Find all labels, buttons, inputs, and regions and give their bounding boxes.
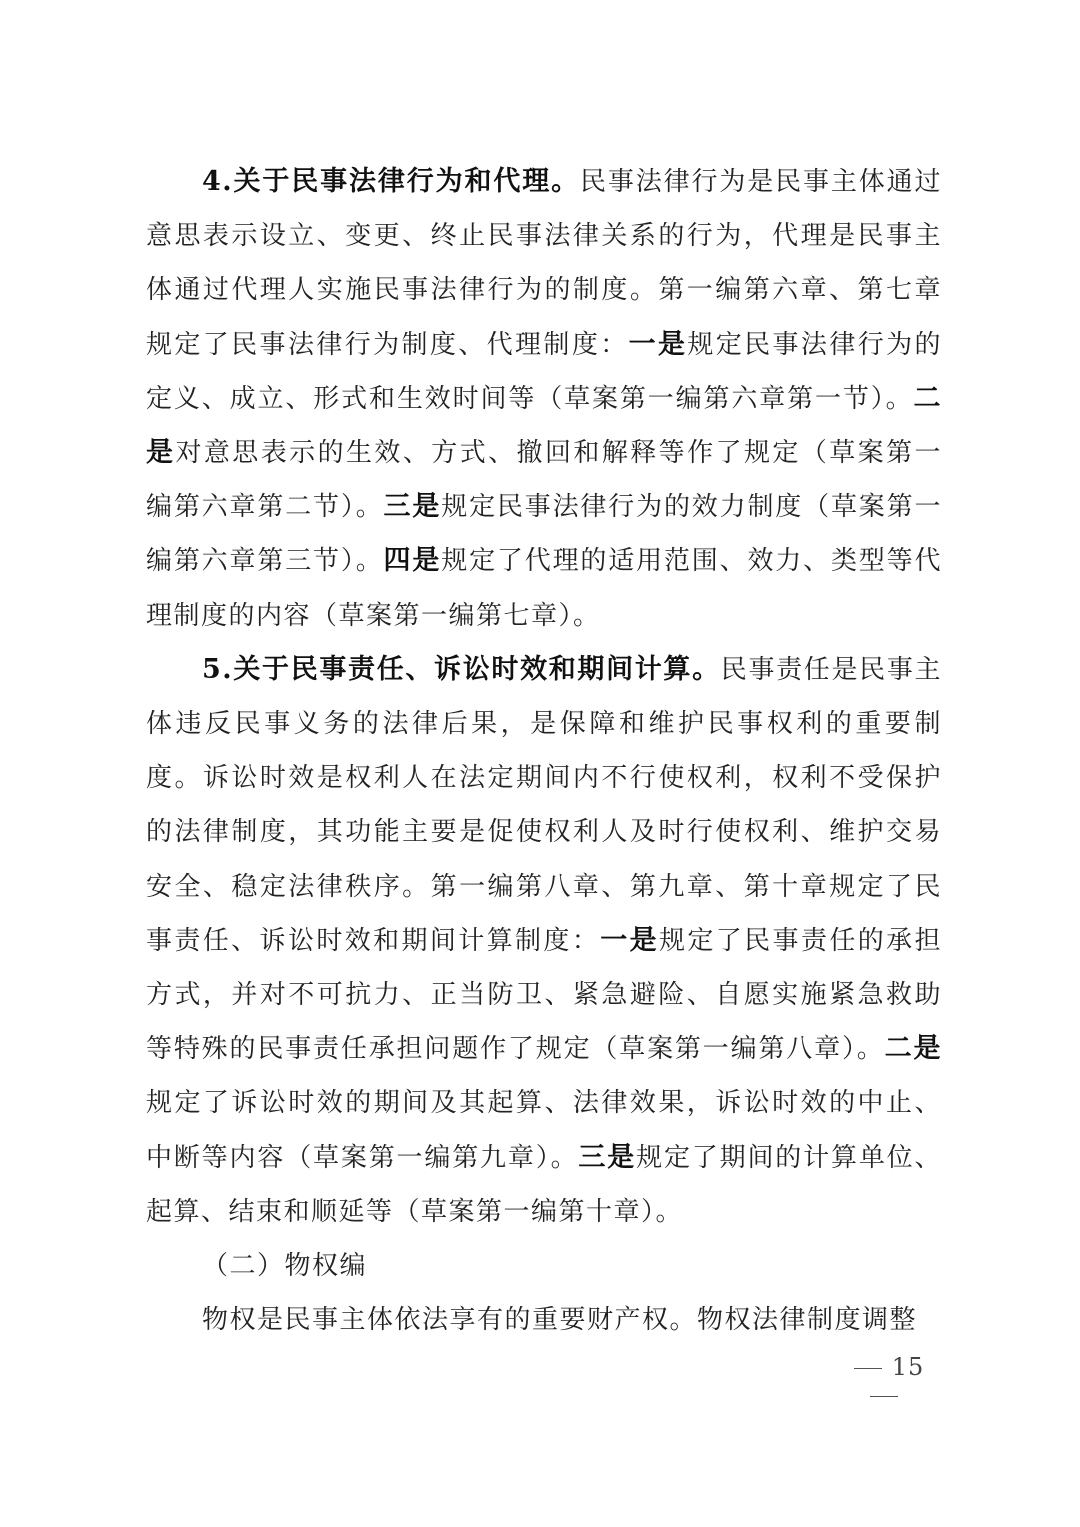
paragraph-property-rights: 物权是民事主体依法享有的重要财产权。物权法律制度调整 xyxy=(202,1305,918,1336)
paragraph-text: 对意思表示的生效、方式、撤回和解释等作了规定（草案第一编第六章第二节）。 xyxy=(146,438,942,523)
paragraph-heading: 4.关于民事法律行为和代理。 xyxy=(202,166,581,197)
paragraph-text: 规定了民事责任的承担方式，并对不可抗力、正当防卫、紧急避险、自愿实施紧急救助等特殊的民事责任承担问题作了规定（草案第一编第八章）。 xyxy=(146,925,942,1065)
paragraph-text: 规定民事法律行为的效力制度（草案第一编第六章第三节）。 xyxy=(146,492,942,577)
enumeration-keyword: 二是 xyxy=(884,1033,942,1065)
paragraph-text: 民事法律行为是民事主体通过意思表示设立、变更、终止民事法律关系的行为，代理是民事主体通过代理人实施民事法律行为的制度。第一编第六章、第七章规定了民事法律行为制度、代理制度： xyxy=(146,167,942,360)
page-number xyxy=(824,1353,944,1409)
dash-right xyxy=(870,1396,898,1397)
paragraph-civil-liability-and-limitation xyxy=(146,643,942,1239)
paragraph-text: 民事责任是民事主体违反民事义务的法律后果，是保障和维护民事权利的重要制度。诉讼时效是权利人在法定期间内不行使权利，权利不受保护的法律制度，其功能主要是促使权利人及时行使权利、维护交易安全、稳定法律秩序。第一编第八章、第九章、第十章规定了民事责任、诉讼时效和期间计算制度： xyxy=(146,654,942,956)
paragraph-text: 规定了诉讼时效的期间及其起算、法律效果，诉讼时效的中止、中断等内容（草案第一编第九章）。 xyxy=(146,1088,942,1173)
paragraph-text: 规定民事法律行为的定义、成立、形式和生效时间等（草案第一编第六章第一节）。 xyxy=(146,329,942,414)
dash-left xyxy=(854,1368,882,1369)
enumeration-keyword: 三是 xyxy=(578,1141,637,1173)
section-heading: （二）物权编 xyxy=(202,1251,368,1282)
enumeration-keyword: 二是 xyxy=(146,382,942,469)
paragraph-text: 规定了期间的计算单位、起算、结束和顺延等（草案第一编第十章）。 xyxy=(146,1142,942,1227)
paragraph-heading: 5.关于民事责任、诉讼时效和期间计算。 xyxy=(202,653,721,685)
paragraph-text: 规定了代理的适用范围、效力、类型等代理制度的内容（草案第一编第七章）。 xyxy=(146,546,942,631)
enumeration-keyword: 一是 xyxy=(600,924,659,956)
enumeration-keyword: 一是 xyxy=(628,328,688,360)
document-body xyxy=(146,155,942,1347)
enumeration-keyword: 四是 xyxy=(383,545,442,577)
paragraph-civil-juristic-acts-and-agency xyxy=(146,155,942,643)
page-number-value: 15 xyxy=(891,1353,925,1381)
enumeration-keyword: 三是 xyxy=(383,491,442,523)
